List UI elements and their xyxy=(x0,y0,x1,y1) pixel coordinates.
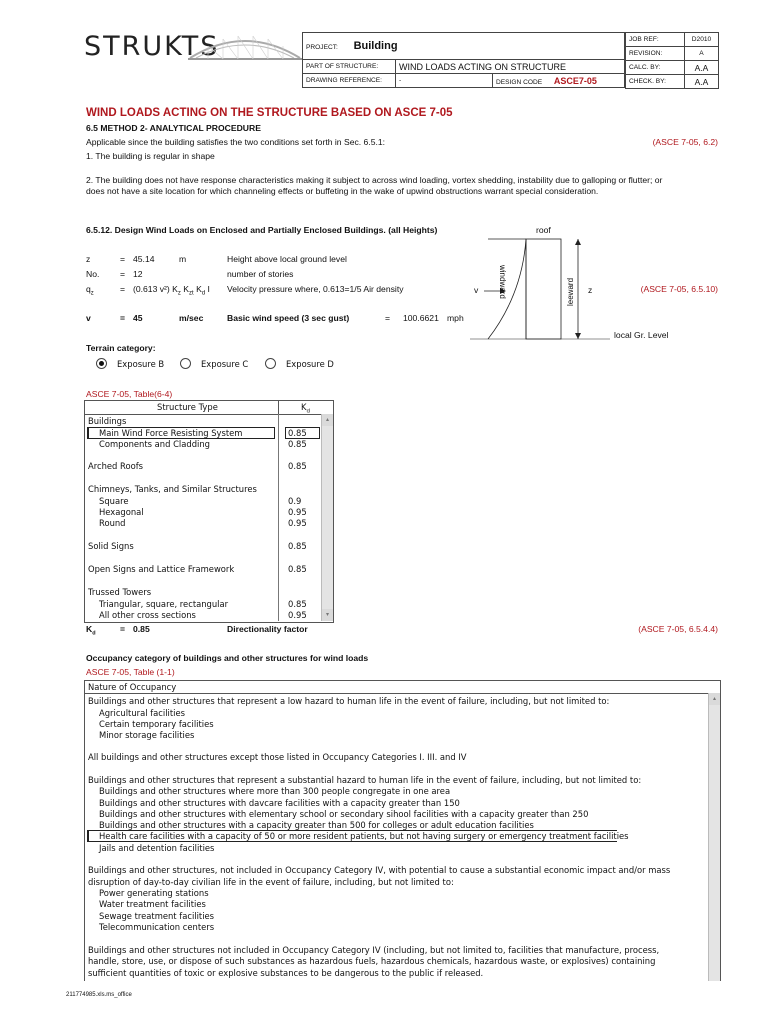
occupancy-list-item[interactable]: Buildings and other structures with davcare facilities with a capacity greater than 150 xyxy=(99,798,460,808)
occupancy-list-item[interactable]: Health care facilities with a capacity of 50 or more resident patients, but not having surgery or emergency treatment facilities xyxy=(99,831,629,841)
kd-table-row[interactable] xyxy=(85,416,321,427)
structure-type-cell: Triangular, square, rectangular xyxy=(99,599,229,609)
selected-value-outline xyxy=(285,427,320,439)
kd-header: $K_d$ xyxy=(301,402,310,415)
qz-symbol: $q_z$ xyxy=(86,284,94,297)
structure-type-cell: Arched Roofs xyxy=(88,461,144,471)
structure-type-cell: Chimneys, Tanks, and Similar Structures xyxy=(88,484,257,494)
design-code-value: ASCE7-05 xyxy=(553,75,597,86)
scroll-up-arrow-icon[interactable]: ▴ xyxy=(322,414,333,426)
occupancy-list-item[interactable]: Water treatment facilities xyxy=(99,899,206,909)
windward-label: windward xyxy=(498,265,507,299)
occupancy-list-item[interactable]: Buildings and other structures that represent a substantial hazard to human life in the event of failure, including, but not limited to: xyxy=(88,775,642,785)
kd-table-row[interactable] xyxy=(85,507,321,518)
structure-type-cell: Open Signs and Lattice Framework xyxy=(88,564,235,574)
v-symbol: v xyxy=(86,313,91,323)
calc-by-label: CALC. BY: xyxy=(629,64,661,71)
calc-by-value: A.A xyxy=(694,62,709,73)
v-mph-value: 100.6621 xyxy=(403,313,439,323)
occupancy-list-item[interactable]: Jails and detention facilities xyxy=(99,843,215,853)
selected-row-outline xyxy=(87,427,275,439)
qz-description: Velocity pressure where, 0.613=1/5 Air density xyxy=(227,284,404,294)
terrain-label: Terrain category: xyxy=(86,343,156,353)
kd-value-cell: 0.95 xyxy=(288,507,307,517)
kd-table-row[interactable] xyxy=(85,461,321,472)
occupancy-list-item[interactable]: Buildings and other structures where more than 300 people congregate in one area xyxy=(99,786,451,796)
kd-list-scrollbar[interactable] xyxy=(321,414,333,621)
kd-value-cell: 0.85 xyxy=(288,461,307,471)
drawing-label: DRAWING REFERENCE: xyxy=(306,77,382,84)
scroll-down-arrow-icon[interactable]: ▾ xyxy=(322,609,333,621)
kd-value-cell: 0.95 xyxy=(288,518,307,528)
structure-type-cell: Trussed Towers xyxy=(88,587,152,597)
exposure-b-label: Exposure B xyxy=(117,359,165,369)
exposure-c-label: Exposure C xyxy=(201,359,249,369)
z-dimension-label: z xyxy=(588,285,593,295)
design-heading: 6.5.12. Design Wind Loads on Enclosed and Partially Enclosed Buildings. (all Heights) xyxy=(86,225,438,235)
stories-value[interactable]: 12 xyxy=(133,269,143,279)
z-unit: m xyxy=(179,254,187,264)
v-mph-unit: mph xyxy=(447,313,464,323)
kd-table-row[interactable] xyxy=(85,564,321,575)
occupancy-scroll-up-arrow-icon[interactable]: ▴ xyxy=(709,693,720,705)
kd-value-cell: 0.85 xyxy=(288,564,307,574)
ground-level-label: local Gr. Level xyxy=(614,330,669,340)
kd-value-cell: 0.85 xyxy=(288,428,307,438)
condition-2-line1: 2. The building does not have response characteristics making it subject to across wind loading, vortex shedding, instability due to galloping or flutter; or xyxy=(86,175,663,185)
occupancy-list-scrollbar[interactable] xyxy=(708,693,720,981)
qz-equals: = xyxy=(120,284,126,294)
structure-type-cell: All other cross sections xyxy=(99,610,196,620)
occupancy-heading: Occupancy category of buildings and other structures for wind loads xyxy=(86,653,369,663)
kd-table-row[interactable] xyxy=(85,428,321,439)
occupancy-list[interactable] xyxy=(84,680,721,981)
part-label: PART OF STRUCTURE: xyxy=(306,63,379,70)
z-equals: = xyxy=(120,254,126,264)
design-code-label: DESIGN CODE xyxy=(496,78,543,86)
drawing-value: - xyxy=(399,77,402,84)
structure-type-header: Structure Type xyxy=(157,402,218,412)
exposure-d-label: Exposure D xyxy=(286,359,334,369)
occupancy-list-item[interactable]: Minor storage facilities xyxy=(99,730,195,740)
kd-table-row[interactable] xyxy=(85,484,321,495)
structure-type-cell: Components and Cladding xyxy=(99,439,210,449)
occupancy-list-item[interactable]: Buildings and other structures with elementary school or secondary sihool facilities with a capacity greater than 250 xyxy=(99,809,589,819)
occupancy-list-header xyxy=(85,681,720,694)
kd-value-cell: 0.95 xyxy=(288,610,307,620)
v-unit: m/sec xyxy=(179,313,204,323)
kd-table-row[interactable] xyxy=(85,587,321,598)
method-heading: 6.5 METHOD 2- ANALYTICAL PROCEDURE xyxy=(86,123,261,133)
exposure-d-radio[interactable] xyxy=(265,358,276,369)
kd-table-row[interactable] xyxy=(85,439,321,450)
structure-type-cell: Round xyxy=(99,518,126,528)
check-by-value: A.A xyxy=(694,76,709,87)
kd-table-row[interactable] xyxy=(85,599,321,610)
check-by-label: CHECK. BY: xyxy=(629,78,667,85)
occupancy-list-item[interactable]: Buildings and other structures not included in Occupancy Category IV (including, but not limited to, facilities that manufacture, process, xyxy=(88,945,660,955)
occupancy-selected-outline xyxy=(87,830,617,842)
bridge-logo-graphic xyxy=(188,28,303,68)
exposure-b-radio[interactable] xyxy=(96,358,107,369)
occupancy-list-item[interactable]: sufficient quantities of toxic or explosive substances to be dangerous to the public if released. xyxy=(88,968,484,978)
job-ref-label: JOB REF: xyxy=(629,36,659,43)
part-value: WIND LOADS ACTING ON STRUCTURE xyxy=(399,61,567,72)
kd-table-row[interactable] xyxy=(85,496,321,507)
occupancy-list-item[interactable]: Agricultural facilities xyxy=(99,708,186,718)
nature-of-occupancy-header: Nature of Occupancy xyxy=(88,682,177,692)
structure-type-cell: Hexagonal xyxy=(99,507,144,517)
occupancy-list-item[interactable]: Buildings and other structures that represent a low hazard to human life in the event of failure, including, but not limited to: xyxy=(88,696,610,706)
v-equals: = xyxy=(120,313,126,323)
occupancy-list-item[interactable]: Power generating stations xyxy=(99,888,209,898)
v-description: Basic wind speed (3 sec gust) xyxy=(227,313,350,323)
stories-symbol: No. xyxy=(86,269,100,279)
occupancy-list-item[interactable]: handle, store, use, or dispose of such substances as hazardous fuels, hazardous chemicals, hazardous waste, or explosives) containing xyxy=(88,956,656,966)
kd-value-cell: 0.85 xyxy=(288,541,307,551)
file-name-footer: 211774985.xls.ms_office xyxy=(66,992,132,998)
z-value[interactable]: 45.14 xyxy=(133,254,155,264)
occupancy-list-item[interactable]: Buildings and other structures with a capacity greater than 500 for colleges or adult education facilities xyxy=(99,820,534,830)
applicable-ref: (ASCE 7-05, 6.2) xyxy=(652,137,718,147)
kd-structure-list[interactable] xyxy=(84,400,334,623)
job-info-table xyxy=(625,32,719,89)
stories-equals: = xyxy=(120,269,126,279)
kd-value-cell: 0.9 xyxy=(288,496,302,506)
kd-list-header xyxy=(85,401,333,415)
kd-result-ref: (ASCE 7-05, 6.5.4.4) xyxy=(638,624,718,634)
exposure-c-radio[interactable] xyxy=(180,358,191,369)
project-value: Building xyxy=(353,40,398,52)
structure-type-cell: Solid Signs xyxy=(88,541,134,551)
revision-label: REVISION: xyxy=(629,50,663,57)
project-info-table xyxy=(302,32,625,88)
kd-result-symbol: $K_d$ xyxy=(86,624,96,637)
v-equals-mph: = xyxy=(385,313,391,323)
structure-type-cell: Main Wind Force Resisting System xyxy=(99,428,243,438)
kd-table-row[interactable] xyxy=(85,518,321,529)
occupancy-list-item[interactable]: Telecommunication centers xyxy=(99,922,215,932)
kd-value-cell: 0.85 xyxy=(288,439,307,449)
structure-type-cell: Buildings xyxy=(88,416,127,426)
occupancy-list-item[interactable]: disruption of day-to-day civilian life in the event of failure, including, but not limited to: xyxy=(88,877,454,887)
z-symbol: z xyxy=(86,254,91,264)
z-description: Height above local ground level xyxy=(227,254,347,264)
condition-1: 1. The building is regular in shape xyxy=(86,151,215,161)
occupancy-list-item[interactable]: All buildings and other structures except those listed in Occupancy Categories I. III. and IV xyxy=(88,752,467,762)
strukts-logo: STRUKTS xyxy=(84,31,220,62)
revision-value: A xyxy=(699,50,704,57)
v-value[interactable]: 45 xyxy=(133,313,143,323)
condition-2-line2: does not have a site location for which channeling effects or buffeting in the wake of upwind obstructions warrant special consideration. xyxy=(86,186,599,196)
job-ref-value: D2010 xyxy=(691,36,712,43)
kd-table-row[interactable] xyxy=(85,610,321,621)
structure-type-cell: Square xyxy=(99,496,129,506)
occupancy-list-item[interactable]: Sewage treatment facilities xyxy=(99,911,215,921)
kd-table-ref: ASCE 7-05, Table(6-4) xyxy=(86,389,173,399)
kd-table-row[interactable] xyxy=(85,541,321,552)
kd-result-value: 0.85 xyxy=(133,624,150,634)
kd-result-description: Directionality factor xyxy=(227,624,308,634)
occupancy-list-item[interactable]: Buildings and other structures, not included in Occupancy Category IV, with potential to cause a substantial economic impact and/or mass xyxy=(88,865,671,875)
roof-label: roof xyxy=(536,225,551,235)
leeward-label: leeward xyxy=(566,277,575,306)
stories-description: number of stories xyxy=(227,269,294,279)
kd-value-cell: 0.85 xyxy=(288,599,307,609)
kd-result-equals: = xyxy=(120,624,126,634)
project-label: PROJECT: xyxy=(306,44,338,51)
applicable-text: Applicable since the building satisfies the two conditions set forth in Sec. 6.5.1: xyxy=(86,137,386,147)
qz-formula: (0.613 v²) $K_z$ $K_{zt}$ $K_d$ I xyxy=(133,284,210,297)
qz-reference: (ASCE 7-05, 6.5.10) xyxy=(640,284,718,294)
page-title: WIND LOADS ACTING ON THE STRUCTURE BASED ON ASCE 7-05 xyxy=(86,107,453,119)
v-arrow-label: v xyxy=(474,285,479,295)
occupancy-table-ref: ASCE 7-05, Table (1-1) xyxy=(86,667,175,677)
occupancy-list-item[interactable]: Certain temporary facilities xyxy=(99,719,214,729)
